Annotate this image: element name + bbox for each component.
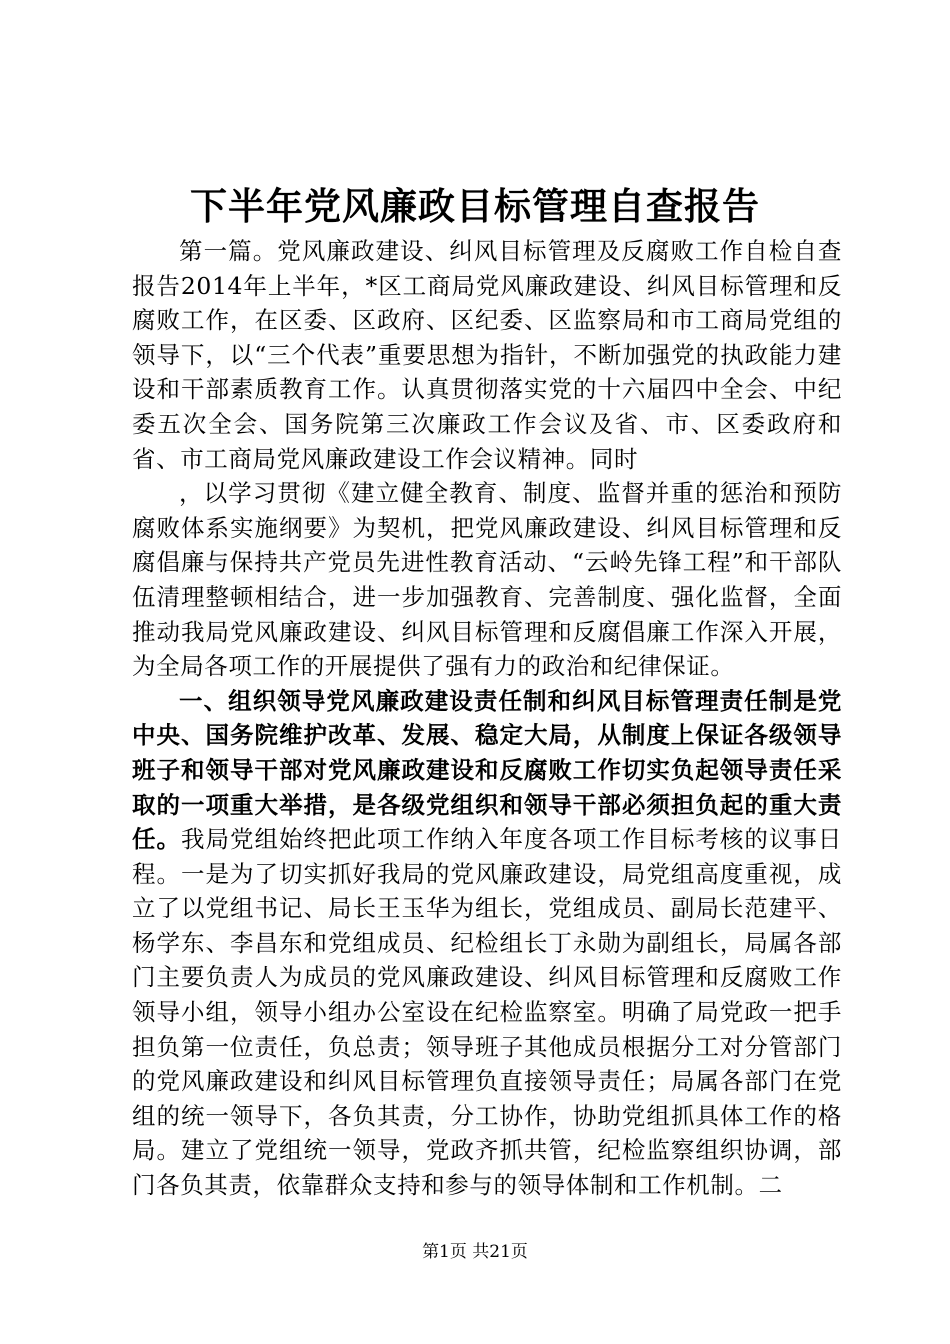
paragraph-1: 第一篇。党风廉政建设、纠风目标管理及反腐败工作自检自查报告2014年上半年，*区工商局党风廉政建设、纠风目标管理和反腐败工作，在区委、区政府、区纪委、区监察局和市工商局党组的领导下，以“三个代表”重要思想为指针，不断加强党的执政能力建设和干部素质教育工作。认真贯彻落实党的十六届四中全会、中纪委五次全会、国务院第三次廉政工作会议及省、市、区委政府和省、市工商局党风廉政建设工作会议精神。同时: [132, 237, 842, 473]
document-title: 下半年党风廉政目标管理自查报告: [190, 185, 760, 228]
document-body: [132, 234, 842, 1203]
paragraph-3: [132, 684, 842, 1203]
section-heading-bold: 一、组织领导党风廉政建设责任制和纠风目标管理责任制是党中央、国务院维护改革、发展、稳定大局，从制度上保证各级领导班子和领导干部对党风廉政建设和反腐败工作切实负起领导责任采取的一项重大举措，是各级党组织和领导干部必须担负起的重大责任。: [132, 686, 842, 854]
page-number-footer: 第1页 共21页: [422, 1242, 528, 1262]
paragraph-2: ，以学习贯彻《建立健全教育、制度、监督并重的惩治和预防腐败体系实施纲要》为契机，把党风廉政建设、纠风目标管理和反腐倡廉与保持共产党员先进性教育活动、“云岭先锋工程”和干部队伍清理整顿相结合，进一步加强教育、完善制度、强化监督，全面推动我局党风廉政建设、纠风目标管理和反腐倡廉工作深入开展，为全局各项工作的开展提供了强有力的政治和纪律保证。: [132, 479, 842, 681]
paragraph-3-body: 我局党组始终把此项工作纳入年度各项工作目标考核的议事日程。一是为了切实抓好我局的党风廉政建设，局党组高度重视，成立了以党组书记、局长王玉华为组长，党组成员、副局长范建平、杨学东、李昌东和党组成员、纪检组长丁永勋为副组长，局属各部门主要负责人为成员的党风廉政建设、纠风目标管理和反腐败工作领导小组，领导小组办公室设在纪检监察室。明确了局党政一把手担负第一位责任，负总责；领导班子其他成员根据分工对分管部门的党风廉政建设和纠风目标管理负直接领导责任；局属各部门在党组的统一领导下，各负其责，分工协作，协助党组抓具体工作的格局。建立了党组统一领导，党政齐抓共管，纪检监察组织协调，部门各负其责，依靠群众支持和参与的领导体制和工作机制。二: [132, 825, 843, 1200]
